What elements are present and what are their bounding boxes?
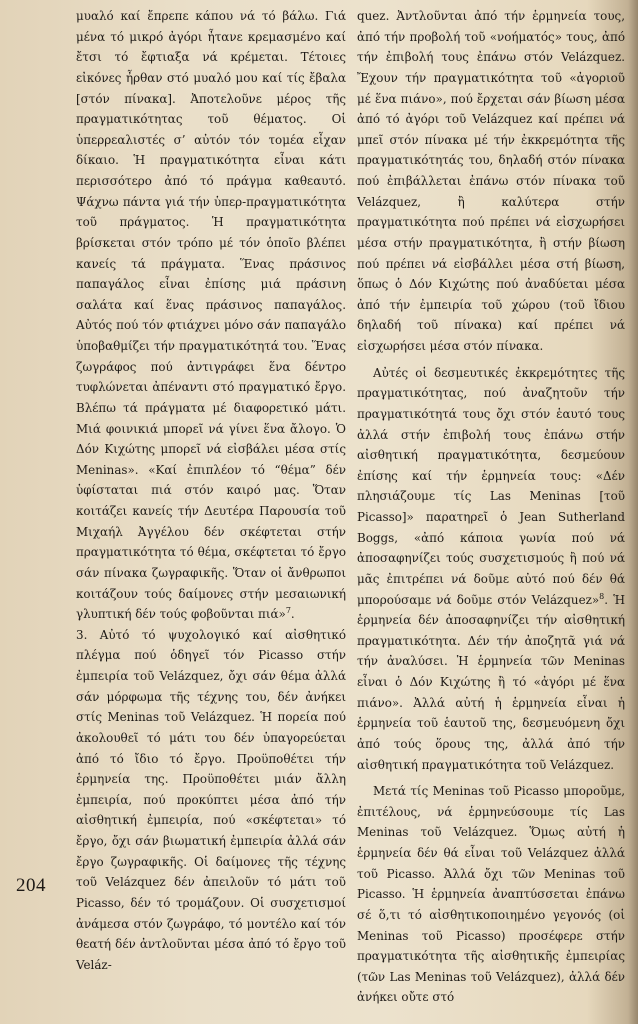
paragraph-text-tail: . Ἡ ἑρμηνεία δέν ἀποσαφηνίζει τήν αἰσθητική πραγματικότητα. Δέν τήν ἀποζητᾶ γιά νά τήν ἀναλύσει. Ἡ ἑρμηνεία τῶν Meninas εἶναι ὁ Δόν Κιχώτης ἢ τό «ἀγόρι μέ ἕνα πιάνο». Ἀλλά αὐτή ἡ ἑρμηνεία εἶναι ἡ ἑρμηνεία τοῦ ἑαυτοῦ της, δεσμευόμενη ὄχι ἀπό τούς ὅρους της, ἀλλά ἀπό τήν αἰσθητική πραγματικότητα τοῦ Velázquez. bbox=[357, 592, 625, 772]
left-column bbox=[76, 6, 346, 975]
paragraph-text: Μετά τίς Meninas τοῦ Picasso μποροῦμε, ἐπιτέλους, νά ἑρμηνεύσουμε τίς Las Meninas τοῦ Velázquez. Ὅμως αὐτή ἡ ἑρμηνεία δέν θά εἶναι τοῦ Velázquez ἀλλά τοῦ Picasso. Ἀλλά ὄχι τῶν Meninas τοῦ Picasso. Ἡ ἑρμηνεία ἀναπτύσσεται ἐπάνω σέ ὅ,τι τό αἰσθητικοποιημένο γεγονός (οἱ Meninas τοῦ Picasso) προσέφερε στήν πραγματικότητα τῆς αἰσθητικῆς ἐμπειρίας (τῶν Las Meninas τοῦ Velázquez), ἀλλά δέν ἀνήκει οὔτε στό bbox=[357, 784, 625, 1005]
page-edge-shadow bbox=[628, 0, 638, 1024]
paragraph-right-1 bbox=[357, 6, 625, 357]
paragraph-right-3 bbox=[357, 781, 625, 1008]
page-number: 204 bbox=[16, 875, 46, 896]
paragraph-left-2 bbox=[76, 625, 346, 976]
footnote-ref-8: 8 bbox=[599, 591, 605, 601]
paragraph-left-1 bbox=[76, 6, 346, 625]
right-column bbox=[357, 6, 625, 1008]
paragraph-text: 3. Αὐτό τό ψυχολογικό καί αἰσθητικό πλέγμα πού ὁδηγεῖ τόν Picasso στήν ἐμπειρία τοῦ Velázquez, ὄχι σάν θέμα ἀλλά σάν μόρφωμα τῆς τέχνης του, δέν ἀνήκει στίς Meninas τοῦ Velázquez. Ἡ πορεία πού ἀκολουθεῖ τό μάτι του δέν ὑπαγορεύεται ἀπό τό ἴδιο τό ἔργο. Προϋποθέτει τήν ἑρμηνεία της. Προϋποθέτει μιάν ἄλλη ἐμπειρία, πού προκύπτει μέσα ἀπό τήν αἰσθητική ἐμπειρία, πού «σκέφτεται» τό ἔργο, ὄχι σάν βιωματική ἐμπειρία ἀλλά σάν ἔργο ζωγραφικῆς. Οἱ δαίμονες τῆς τέχνης τοῦ Velázquez δέν ἀπειλοῦν τό μάτι τοῦ Picasso, δέν τό τρομάζουν. Οἱ συσχετισμοί ἀνάμεσα στόν ζωγράφο, τό μοντέλο καί τόν θεατή δέν ἀντλοῦνται μέσα ἀπό τό ἔργο τοῦ Veláz- bbox=[76, 627, 346, 972]
paragraph-text: Αὐτές οἱ δεσμευτικές ἐκκρεμότητες τῆς πραγματικότητας, πού ἀναζητοῦν τήν πραγματικότητά τους ὄχι στόν ἑαυτό τους ἀλλά στήν ἐπιβολή τους ἐπάνω στήν αἰσθητική πραγματικότητα, δεσμεύουν ἐπίσης καί τήν ἑρμηνεία τους: «Δέν πλησιάζουμε τίς Las Meninas [τοῦ Picasso]» παρατηρεῖ ὁ Jean Sutherland Boggs, «ἀπό κάποια γωνία πού νά ἀποσαφηνίζει τούς συσχετισμούς ἢ πού νά μᾶς ἐπιτρέπει νά δοῦμε αὐτό πού δέν θά μπορούσαμε νά δοῦμε στόν Velázquez» bbox=[357, 365, 625, 607]
paragraph-text: quez. Ἀντλοῦνται ἀπό τήν ἑρμηνεία τους, ἀπό τήν προβολή τοῦ «νοήματός» τους, ἀπό τήν ἐπιβολή τους ἐπάνω στόν Velázquez. Ἔχουν τήν πραγματικότητα τοῦ «ἀγοριοῦ μέ ἕνα πιάνο», πού ἔρχεται σάν βίωση μέσα ἀπό τό ἀγόρι τοῦ Velázquez καί πρέπει νά μπεῖ στόν πίνακα μέ τήν ἐκκρεμότητα τῆς πραγματικότητάς του, δηλαδή στόν πίνακα πού ἐπιβάλλεται ἐπάνω στόν πίνακα τοῦ Velázquez, ἢ καλύτερα στήν πραγματικότητα πού πρέπει νά εἰσχωρήσει μέσα στήν πραγματικότητα, ἢ στήν βίωση πού πρέπει νά εἰσβάλλει μέσα στή βίωση, ὅπως ὁ Δόν Κιχώτης πού ἀναδύεται μέσα ἀπό τήν ἐμπειρία τοῦ χώρου (τοῦ ἴδιου δηλαδή τοῦ πίνακα) καί πρέπει νά εἰσχωρήσει μέσα στόν πίνακα. bbox=[357, 9, 625, 353]
paragraph-right-2 bbox=[357, 363, 625, 776]
paragraph-text: μυαλό καί ἔπρεπε κάπου νά τό βάλω. Γιά μένα τό μικρό ἀγόρι ἦτανε κρεμασμένο καί ἔτσι τό ἔφτιαξα νά κρέμεται. Τέτοιες εἰκόνες ἦρθαν στό μυαλό μου καί τίς ἔβαλα [στόν πίνακα]. Ἀποτελοῦνε μέρος τῆς πραγματικότητας τοῦ θέματος. Οἱ ὑπερρεαλιστές σ’ αὐτόν τόν τομέα εἶχαν δίκαιο. Ἡ πραγματικότητα εἶναι κάτι περισσότερο ἀπό τό πράγμα καθεαυτό. Ψάχνω πάντα γιά τήν ὑπερ-πραγματικότητα τοῦ πράγματος. Ἡ πραγματικότητα βρίσκεται στόν τρόπο μέ τόν ὁποῖο βλέπει κανείς τά πράγματα. Ἕνας πράσινος παπαγάλος εἶναι ἐπίσης μιά πράσινη σαλάτα καί ἕνας πράσινος παπαγάλος. Αὐτός πού τόν φτιάχνει μόνο σάν παπαγάλο ὑποβαθμίζει τήν πραγματικότητά του. Ἕνας ζωγράφος πού ἀντιγράφει ἕνα δέντρο τυφλώνεται ἀπέναντι στό πραγματικό ἔργο. Βλέπω τά πράγματα μέ διαφορετικό μάτι. Μιά φοινικιά μπορεῖ νά γίνει ἕνα ἄλογο. Ὁ Δόν Κιχώτης μπορεῖ νά εἰσβάλει μέσα στίς Meninas». «Καί ἐπιπλέον τό “θέμα” δέν ὑφίσταται πιά στόν καιρό μας. Ὅταν κοιτάζει κανείς τήν Δευτέρα Παρουσία τοῦ Μιχαήλ Ἀγγέλου δέν σκέφτεται στήν πραγματικότητα τό θέμα, σκέφτεται τό ἔργο σάν πίνακα ζωγραφικῆς. Ὅταν οἱ ἄνθρωποι κοιτάζουν τούς δαίμονες στήν μεσαιωνική γλυπτική δέν τούς φοβοῦνται πιά» bbox=[76, 9, 346, 622]
paragraph-text-tail: . bbox=[290, 607, 295, 622]
footnote-ref-7: 7 bbox=[285, 606, 291, 616]
